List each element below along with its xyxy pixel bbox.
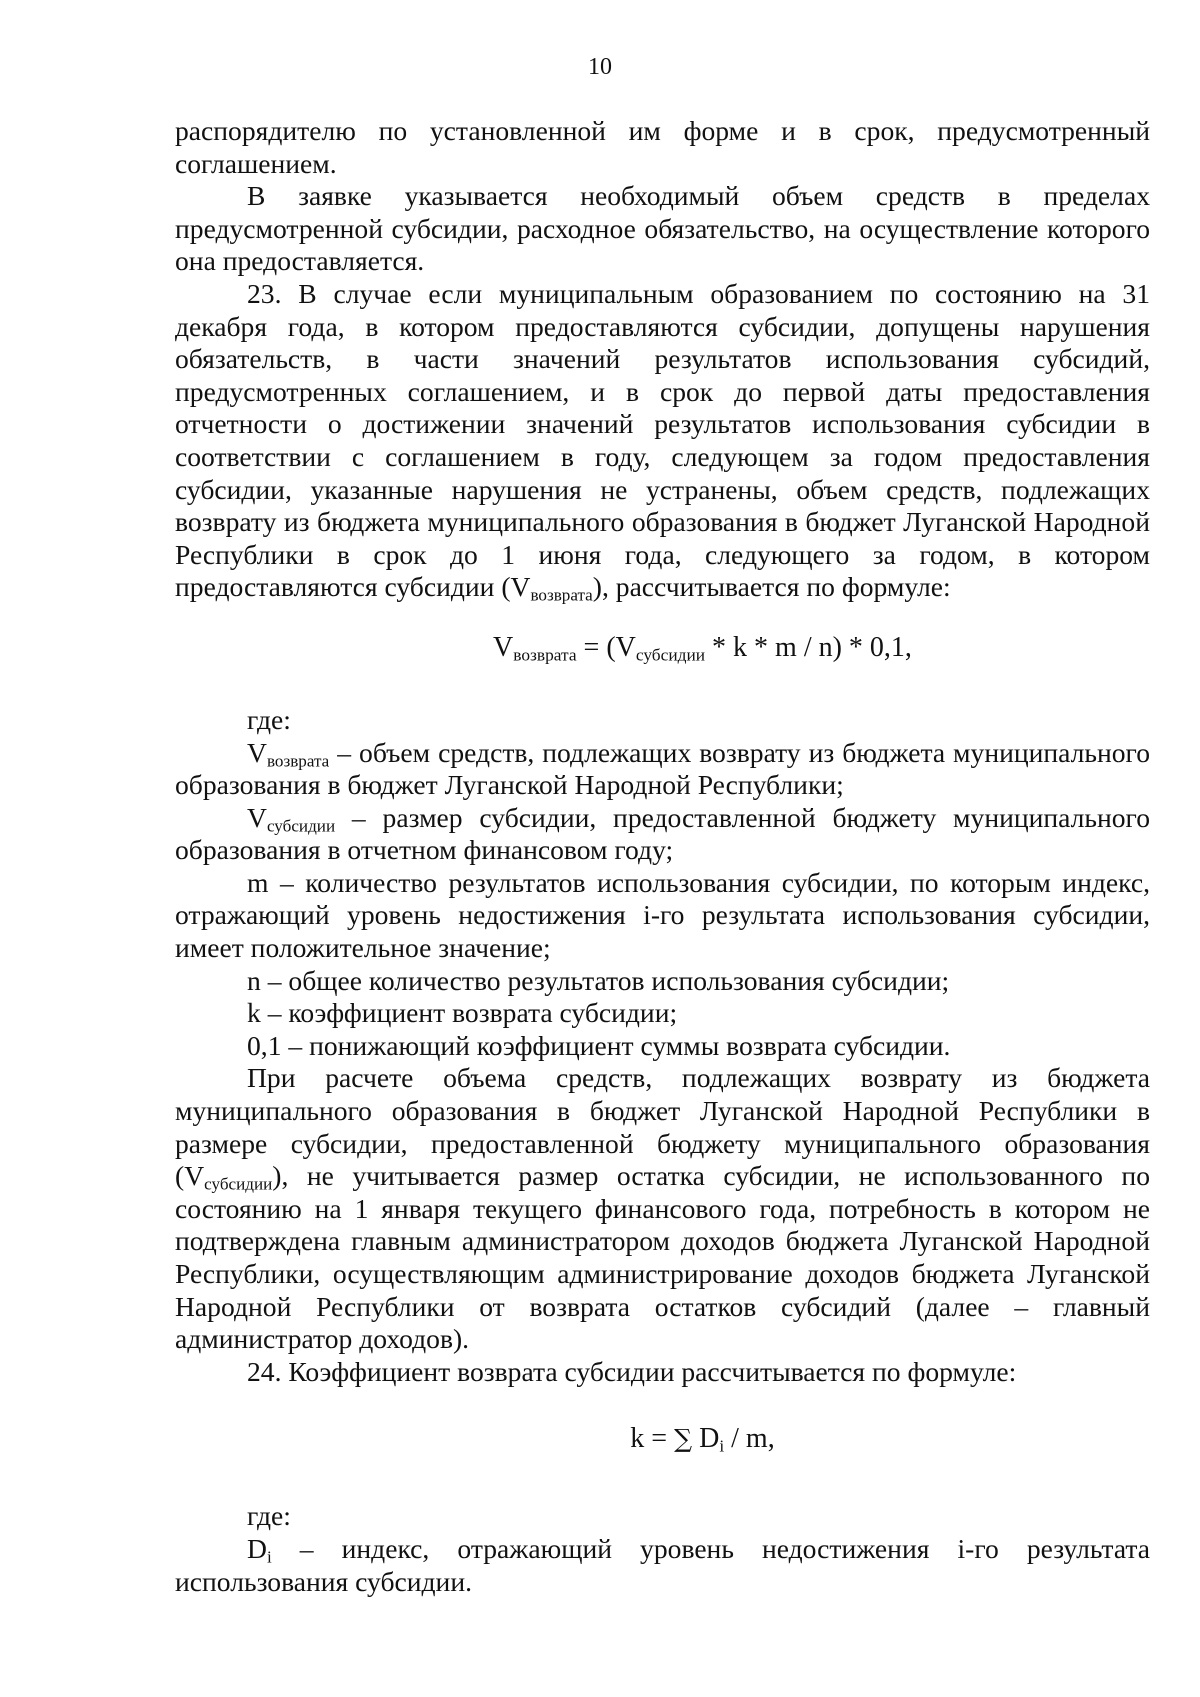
definition-di [175,1533,1150,1598]
definition-v-return [175,737,1150,802]
formula-k-left: k = [630,1423,675,1455]
definition-subscript: i [266,1547,272,1567]
subscript-subsidii: субсидии [204,1174,273,1194]
paragraph-24: 24. Коэффициент возврата субсидии рассчитывается по формуле: [247,1355,1017,1387]
formula-d-symbol: D [692,1423,720,1455]
definition-text: – индекс, отражающий уровень недостижения i-го результата использования субсидии. [175,1532,1150,1597]
paragraph-continuation: распорядителю по установленной им форме и в срок, предусмотренный соглашением. [175,115,1150,179]
formula-k-right: / m, [724,1423,775,1455]
definition-n: n – общее количество результатов использования субсидии; [247,964,950,996]
formula-rest: * k * m / n) * 0,1, [705,631,912,663]
formula-subscript-i: i [719,1436,725,1456]
definition-v-subsidy [175,802,1150,867]
paragraph-23-tail: ), рассчитывается по формуле: [592,571,951,603]
definition-subscript: субсидии [266,815,336,835]
formula-v-return [175,631,1150,665]
subscript-vozvrata: возврата [530,585,593,605]
sum-symbol: ∑ [674,1424,693,1454]
definition-text: – объем средств, подлежащих возврату из бюджета муниципального образования в бюджет Луганской Народной Республики; [175,736,1150,801]
formula-v-symbol: V [493,631,514,663]
definition-symbol: D [247,1532,267,1564]
definition-text: – размер субсидии, предоставленной бюджету муниципального образования в отчетном финансовом году; [175,801,1150,866]
definition-symbol: V [247,736,267,768]
definition-m: m – количество результатов использования субсидии, по которым индекс, отражающий уровень недостижения i-го результата использования субсидии, имеет положительное значение; [175,866,1150,964]
where-label: где: [247,703,291,735]
paragraph-23 [175,278,1150,604]
formula-k [175,1422,1150,1456]
page-number: 10 [588,54,612,80]
paragraph-23-text: 23. В случае если муниципальным образованием по состоянию на 31 декабря года, в котором предоставляются субсидии, допущены нарушения обязательств, в части значений результатов использования субсидий, предусмотренных соглашением, и в срок до первой даты предоставления отчетности о достижении значений результатов использования субсидии в соответствии с соглашением в году, следующем за годом предоставления субсидии, указанные нарушения не устранены, объем средств, подлежащих возврату из бюджета муниципального образования в бюджет Луганской Народной Республики в срок до 1 июня года, следующего за годом, в котором предоставляются субсидии (V [175,277,1150,603]
document-body [175,115,1150,1598]
paragraph-calculation [175,1062,1150,1355]
formula-equals-part: = (V [576,631,636,663]
formula-subscript-subsidii: субсидии [635,645,706,665]
where-label-2: где: [247,1500,291,1532]
paragraph-calculation-tail: ), не учитывается размер остатка субсидии, не использованного по состоянию на 1 января текущего финансового года, потребность в котором не подтверждена главным администратором доходов бюджета Луганской Народной Республики, осуществляющим администрирование доходов бюджета Луганской Народной Республики от возврата остатков субсидий (далее – главный администратор доходов). [175,1160,1150,1355]
paragraph-calculation-text: При расчете объема средств, подлежащих возврату из бюджета муниципального образования в бюджет Луганской Народной Республики в размере субсидии, предоставленной бюджету муниципального образования (V [175,1062,1150,1192]
definition-k: k – коэффициент возврата субсидии; [247,997,678,1029]
definition-symbol: V [247,801,267,833]
definition-0-1: 0,1 – понижающий коэффициент суммы возврата субсидии. [247,1029,951,1061]
definition-subscript: возврата [266,750,330,770]
paragraph-application: В заявке указывается необходимый объем средств в пределах предусмотренной субсидии, расходное обязательство, на осуществление которого она предоставляется. [175,180,1150,277]
formula-subscript-vozvrata: возврата [513,645,577,665]
